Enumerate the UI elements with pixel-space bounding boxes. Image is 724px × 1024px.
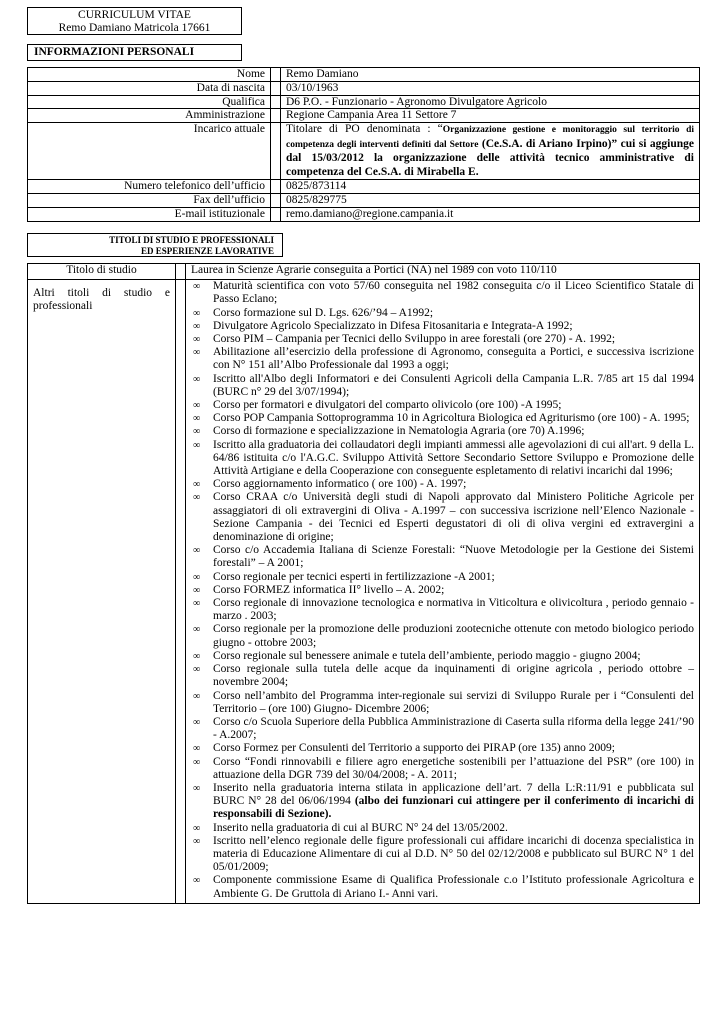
row-value: Regione Campania Area 11 Settore 7 [281, 109, 700, 123]
infinity-bullet-icon: ∞ [193, 281, 201, 293]
list-item [191, 412, 694, 425]
row-label: Data di nascita [28, 81, 271, 95]
infinity-bullet-icon: ∞ [193, 571, 201, 583]
infinity-bullet-icon: ∞ [193, 743, 201, 755]
infinity-bullet-icon: ∞ [193, 584, 201, 596]
titles-list [191, 280, 694, 901]
infinity-bullet-icon: ∞ [193, 373, 201, 385]
titolo-label: Titolo di studio [28, 264, 176, 280]
infinity-bullet-icon: ∞ [193, 439, 201, 451]
personal-info-heading: INFORMAZIONI PERSONALI [27, 44, 242, 61]
fax-value: 0825/829775 [281, 193, 700, 207]
row-value: Remo Damiano [281, 68, 700, 82]
education-heading: TITOLI DI STUDIO E PROFESSIONALI ED ESPERIENZE LAVORATIVE [27, 233, 283, 257]
list-item [191, 835, 694, 875]
list-item [191, 742, 694, 755]
list-item [191, 571, 694, 584]
list-item [191, 399, 694, 412]
altri-label: Altri titoli di studio e professionali [28, 280, 176, 904]
list-item-text: Corso c/o Accademia Italiana di Scienze Forestali: “Nuove Metodologie per la Gestione dei Sistemi forestali” – A 2001; [213, 544, 694, 570]
infinity-bullet-icon: ∞ [193, 400, 201, 412]
list-item-text: Corso regionale per la promozione delle produzioni zootecniche ottenute con metodo biologico periodo giugno - ottobre 2003; [213, 623, 694, 649]
list-item-text: Iscritto all'Albo degli Informatori e dei Consulenti Agricoli della Campania L.R. 7/85 art 15 dal 1994 (BURC n° 29 del 3/07/1994); [213, 372, 694, 398]
list-item-text: Abilitazione all’esercizio della professione di Agronomo, conseguita a Portici, e successiva iscrizione con N° 151 all’Albo Professionale dal 1993 a oggi; [213, 346, 694, 372]
list-item [191, 333, 694, 346]
list-item [191, 782, 694, 822]
list-item [191, 544, 694, 570]
list-item-text: Corso c/o Scuola Superiore della Pubblica Amministrazione di Caserta sulla riforma della legge 241/’90 - A.2007; [213, 715, 694, 742]
table-row [28, 280, 700, 904]
list-item-text: Corso FORMEZ informatica II° livello – A. 2002; [213, 583, 445, 596]
table-row [28, 123, 700, 180]
list-item-text: Corso regionale sulla tutela delle acque da inquinamenti di origine agricola , periodo ottobre – novembre 2004; [213, 663, 694, 689]
infinity-bullet-icon: ∞ [193, 347, 201, 359]
list-item-text: Divulgatore Agricolo Specializzato in Difesa Fitosanitaria e Integrata-A 1992; [213, 319, 573, 332]
list-item [191, 280, 694, 306]
cv-title: CURRICULUM VITAE [78, 9, 191, 21]
list-item-text: Corso nell’ambito del Programma inter-regionale sui servizi di Sviluppo Rurale per i “Consulenti del Territorio – (ore 100) Giugno- Dicembre 2006; [213, 689, 694, 715]
list-item-text: Corso aggiornamento informatico ( ore 100) - A. 1997; [213, 478, 467, 491]
list-item [191, 874, 694, 900]
list-item [191, 320, 694, 333]
row-label: Numero telefonico dell’ufficio [28, 180, 271, 194]
infinity-bullet-icon: ∞ [193, 875, 201, 887]
list-item [191, 623, 694, 649]
incarico-value: Titolare di PO denominata : “Organizzazione gestione e monitoraggio sul territorio di competenza degli interventi definiti dal Settore (Ce.S.A. di Ariano Irpino)” cui si aggiunge dal 15/03/2012 la organizzazione delle attività tecnico amministrative di competenza del Ce.S.A. di Mirabella E. [281, 123, 700, 180]
personal-info-table [27, 67, 700, 222]
infinity-bullet-icon: ∞ [193, 413, 201, 425]
list-item-text: Iscritto alla graduatoria dei collaudatori degli impianti ammessi alle agevolazioni di cui all'art. 9 della L. 64/86 istituita c/o l'A.G.C. Sviluppo Attività Settore Secondario Settore Sviluppo e Promozione delle Attività Artigiane e della Cooperazione con conseguente espletamento di relativi incarichi dal 1996; [213, 438, 694, 478]
table-row [28, 207, 700, 221]
row-label: Nome [28, 68, 271, 82]
list-item [191, 663, 694, 689]
list-item-text: Maturità scientifica con voto 57/60 conseguita nel 1982 conseguita c/o il Liceo Scientifico Statale di Passo Eclano; [213, 280, 694, 306]
infinity-bullet-icon: ∞ [193, 320, 201, 332]
list-item-text: Inserito nella graduatoria interna stilata in applicazione dell’art. 7 della L:R:11/91 e pubblicata sul BURC N° 28 del 06/06/1994 [213, 781, 694, 808]
list-item-text: Corso regionale per tecnici esperti in fertilizzazione -A 2001; [213, 570, 495, 583]
infinity-bullet-icon: ∞ [193, 835, 201, 847]
table-row [28, 264, 700, 280]
cv-subtitle: Remo Damiano Matricola 17661 [58, 22, 211, 34]
infinity-bullet-icon: ∞ [193, 334, 201, 346]
row-label: Amministrazione [28, 109, 271, 123]
row-label: Qualifica [28, 95, 271, 109]
infinity-bullet-icon: ∞ [193, 307, 201, 319]
infinity-bullet-icon: ∞ [193, 782, 201, 794]
list-item-text: Corso per formatori e divulgatori del comparto olivicolo (ore 100) -A 1995; [213, 399, 562, 412]
list-item-text: Corso di formazione e specializzazione in Nematologia Agraria (ore 70) A.1996; [213, 425, 585, 438]
infinity-bullet-icon: ∞ [193, 756, 201, 768]
list-item-text: Corso regionale sul benessere animale e tutela dell’ambiente, periodo maggio - giugno 2004; [213, 649, 641, 662]
list-item [191, 716, 694, 742]
list-item [191, 425, 694, 438]
infinity-bullet-icon: ∞ [193, 426, 201, 438]
infinity-bullet-icon: ∞ [193, 492, 201, 504]
email-value: remo.damiano@regione.campania.it [281, 207, 700, 221]
table-row [28, 193, 700, 207]
row-label: Fax dell’ufficio [28, 193, 271, 207]
cv-header [27, 7, 242, 35]
list-item-text: Corso CRAA c/o Università degli studi di Napoli approvato dal Ministero Politiche Agricole per assaggiatori di oli extravergini di Oliva - A.1997 – con successiva iscrizione nell’Elenco Nazionale - Sezione Campania - dei Tecnici ed Esperti degustatori di oli di oliva vergini ed extravergini a denominazione di origine; [213, 491, 694, 544]
list-item-text: Iscritto nell’elenco regionale delle figure professionali cui affidare incarichi di docenza specialistica in materia di Educazione Alimentare di cui al D.D. N° 50 del 02/12/2008 e pubblicato sul BURC N° 1 del 05/01/2009; [213, 834, 694, 874]
table-row [28, 95, 700, 109]
row-value: D6 P.O. - Funzionario - Agronomo Divulgatore Agricolo [281, 95, 700, 109]
infinity-bullet-icon: ∞ [193, 690, 201, 702]
list-item [191, 650, 694, 663]
list-item [191, 756, 694, 782]
phone-value: 0825/873114 [281, 180, 700, 194]
list-item-text: Corso Formez per Consulenti del Territorio a supporto dei PIRAP (ore 135) anno 2009; [213, 742, 615, 755]
table-row [28, 109, 700, 123]
list-item [191, 822, 694, 835]
infinity-bullet-icon: ∞ [193, 650, 201, 662]
infinity-bullet-icon: ∞ [193, 716, 201, 728]
row-value: 03/10/1963 [281, 81, 700, 95]
titolo-value: Laurea in Scienze Agrarie conseguita a Portici (NA) nel 1989 con voto 110/110 [186, 264, 700, 280]
list-item [191, 491, 694, 544]
table-row [28, 180, 700, 194]
table-row [28, 68, 700, 82]
list-item [191, 584, 694, 597]
list-item-text: Corso formazione sul D. Lgs. 626/’94 – A1992; [213, 306, 434, 319]
list-item-text: Corso regionale di innovazione tecnologica e normativa in Viticoltura e olivicoltura , periodo gennaio - marzo . 2003; [213, 597, 694, 623]
list-item-text: Corso POP Campania Sottoprogramma 10 in Agricoltura Biologica ed Agriturismo (ore 100) - A. 1995; [213, 412, 690, 425]
infinity-bullet-icon: ∞ [193, 664, 201, 676]
infinity-bullet-icon: ∞ [193, 822, 201, 834]
list-item [191, 346, 694, 372]
infinity-bullet-icon: ∞ [193, 598, 201, 610]
list-item [191, 478, 694, 491]
list-item-text: Inserito nella graduatoria di cui al BURC N° 24 del 13/05/2002. [213, 821, 508, 834]
infinity-bullet-icon: ∞ [193, 624, 201, 636]
list-item [191, 597, 694, 623]
table-row [28, 81, 700, 95]
education-table [27, 263, 700, 904]
list-item [191, 373, 694, 399]
list-item [191, 307, 694, 320]
list-item [191, 690, 694, 716]
infinity-bullet-icon: ∞ [193, 545, 201, 557]
infinity-bullet-icon: ∞ [193, 479, 201, 491]
row-label: E-mail istituzionale [28, 207, 271, 221]
list-item-text: Corso PIM – Campania per Tecnici dello Sviluppo in aree forestali (ore 270) - A. 1992; [213, 333, 616, 346]
list-item-bold-text: (albo dei funzionari cui attingere per il conferimento di incarichi di responsabili di Sezione). [213, 795, 694, 821]
list-item-text: Componente commissione Esame di Qualifica Professionale c.o l’Istituto professionale Agricoltura e Ambiente G. De Gruttola di Ariano I.- Anni vari. [213, 874, 694, 900]
row-label: Incarico attuale [28, 123, 271, 180]
list-item-text: Corso “Fondi rinnovabili e filiere agro energetiche sostenibili per l’attuazione del PSR” (ore 100) in attuazione della DGR 739 del 30/04/2008; - A. 2011; [213, 755, 694, 781]
list-item [191, 439, 694, 479]
